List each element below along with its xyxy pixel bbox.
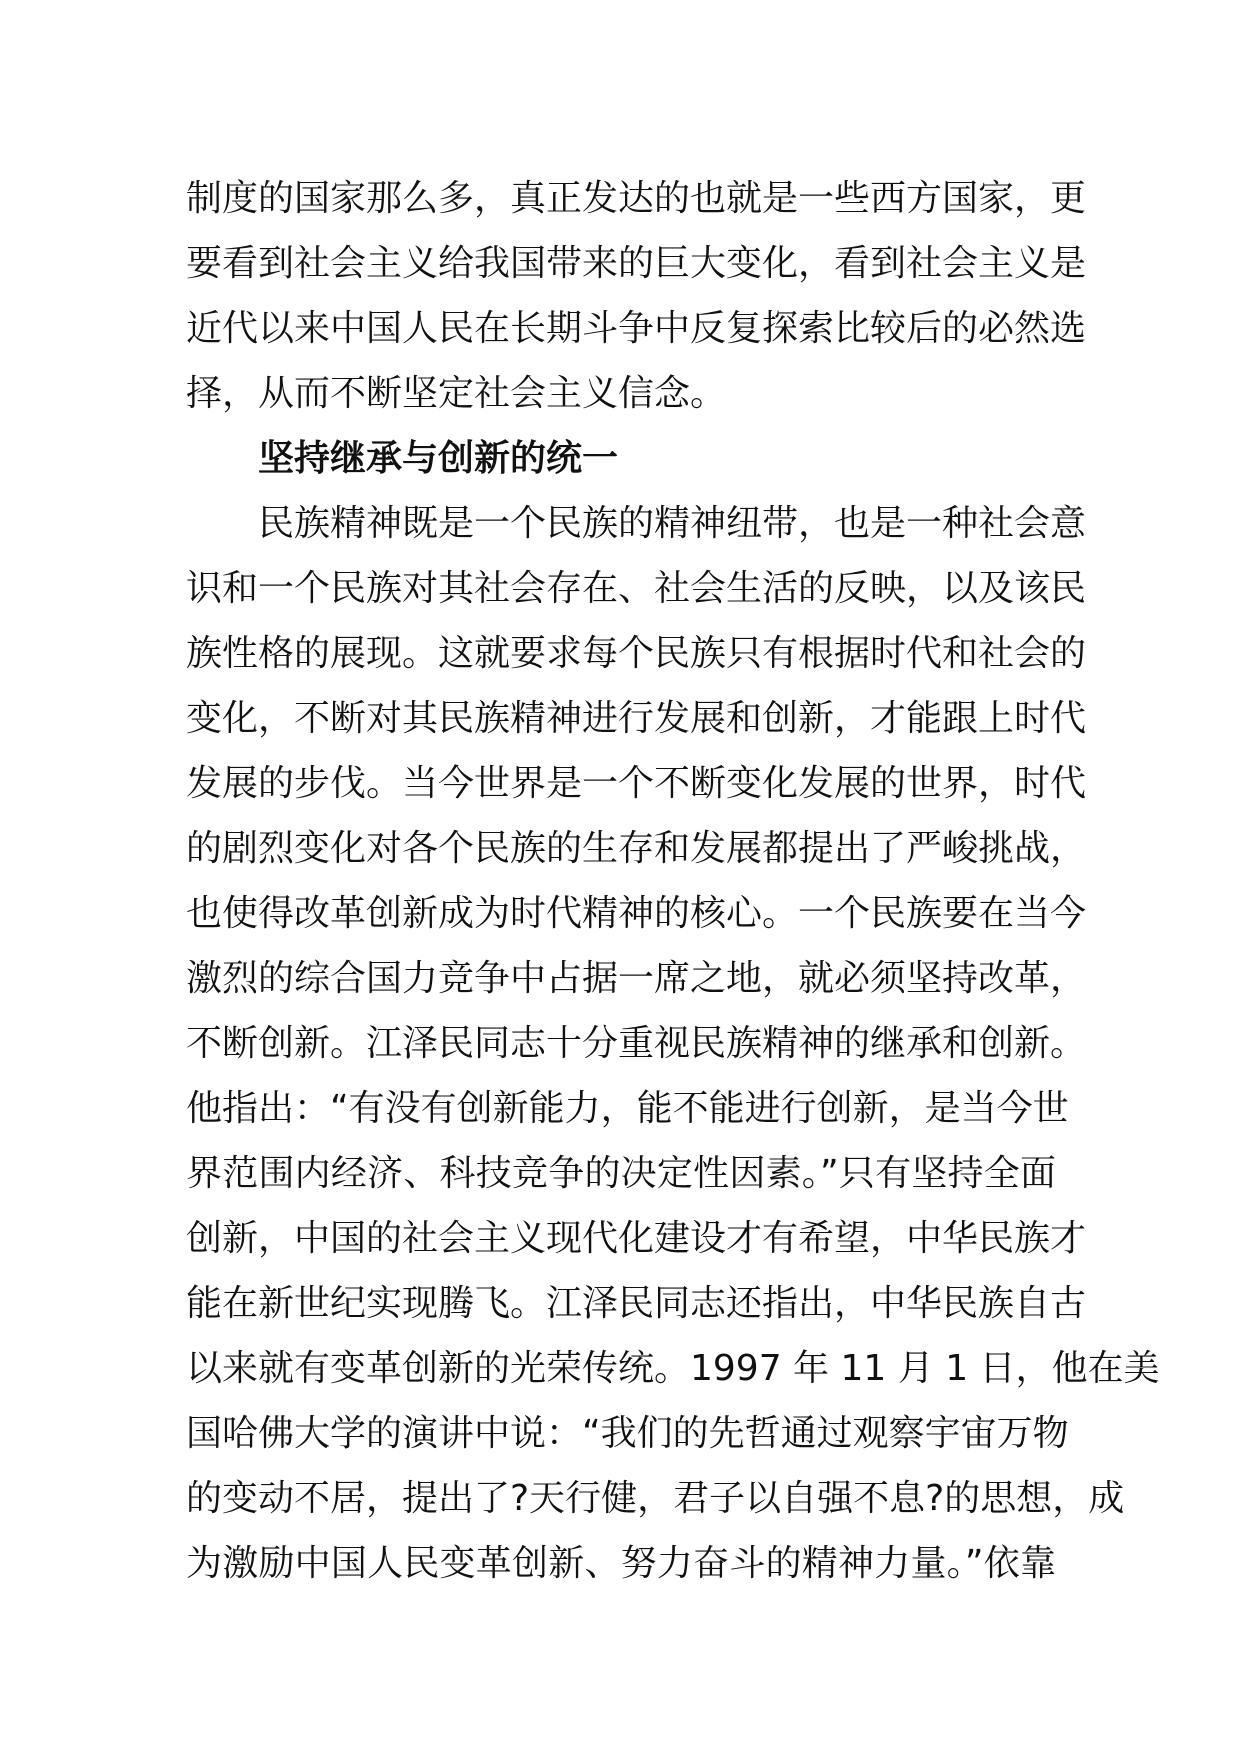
text-line: 发展的步伐。当今世界是一个不断变化发展的世界，时代: [186, 763, 1087, 804]
text-line: 能在新世纪实现腾飞。江泽民同志还指出，中华民族自古: [186, 1283, 1087, 1324]
text-line: 要看到社会主义给我国带来的巨大变化，看到社会主义是: [186, 243, 1087, 284]
body-text: [186, 166, 1160, 1596]
text-line: 为激励中国人民变革创新、努力奋斗的精神力量。”依靠: [186, 1543, 1056, 1584]
text-line: 族性格的展现。这就要求每个民族只有根据时代和社会的: [186, 633, 1087, 674]
text-line: 国哈佛大学的演讲中说：“我们的先哲通过观察宇宙万物: [186, 1413, 1069, 1454]
text-line: 他指出：“有没有创新能力，能不能进行创新，是当今世: [186, 1088, 1069, 1129]
text-line: 近代以来中国人民在长期斗争中反复探索比较后的必然选: [186, 308, 1087, 349]
section-heading: 坚持继承与创新的统一: [258, 438, 619, 479]
text-line: 择，从而不断坚定社会主义信念。: [186, 373, 727, 414]
text-line: 民族精神既是一个民族的精神纽带，也是一种社会意: [258, 503, 1087, 544]
text-line: 不断创新。江泽民同志十分重视民族精神的继承和创新。: [186, 1023, 1087, 1064]
text-line: 激烈的综合国力竞争中占据一席之地，就必须坚持改革，: [186, 958, 1087, 999]
text-line: 的剧烈变化对各个民族的生存和发展都提出了严峻挑战，: [186, 828, 1087, 869]
text-line: 变化，不断对其民族精神进行发展和创新，才能跟上时代: [186, 698, 1087, 739]
text-line: 制度的国家那么多，真正发达的也就是一些西方国家，更: [186, 178, 1087, 219]
text-line: 的变动不居，提出了?天行健，君子以自强不息?的思想，成: [186, 1478, 1125, 1519]
text-line: 识和一个民族对其社会存在、社会生活的反映，以及该民: [186, 568, 1087, 609]
text-line: 界范围内经济、科技竞争的决定性因素。”只有坚持全面: [186, 1153, 1056, 1194]
text-line: 创新，中国的社会主义现代化建设才有希望，中华民族才: [186, 1218, 1087, 1259]
text-line: 以来就有变革创新的光荣传统。1997 年 11 月 1 日，他在美: [186, 1348, 1160, 1389]
text-line: 也使得改革创新成为时代精神的核心。一个民族要在当今: [186, 893, 1087, 934]
